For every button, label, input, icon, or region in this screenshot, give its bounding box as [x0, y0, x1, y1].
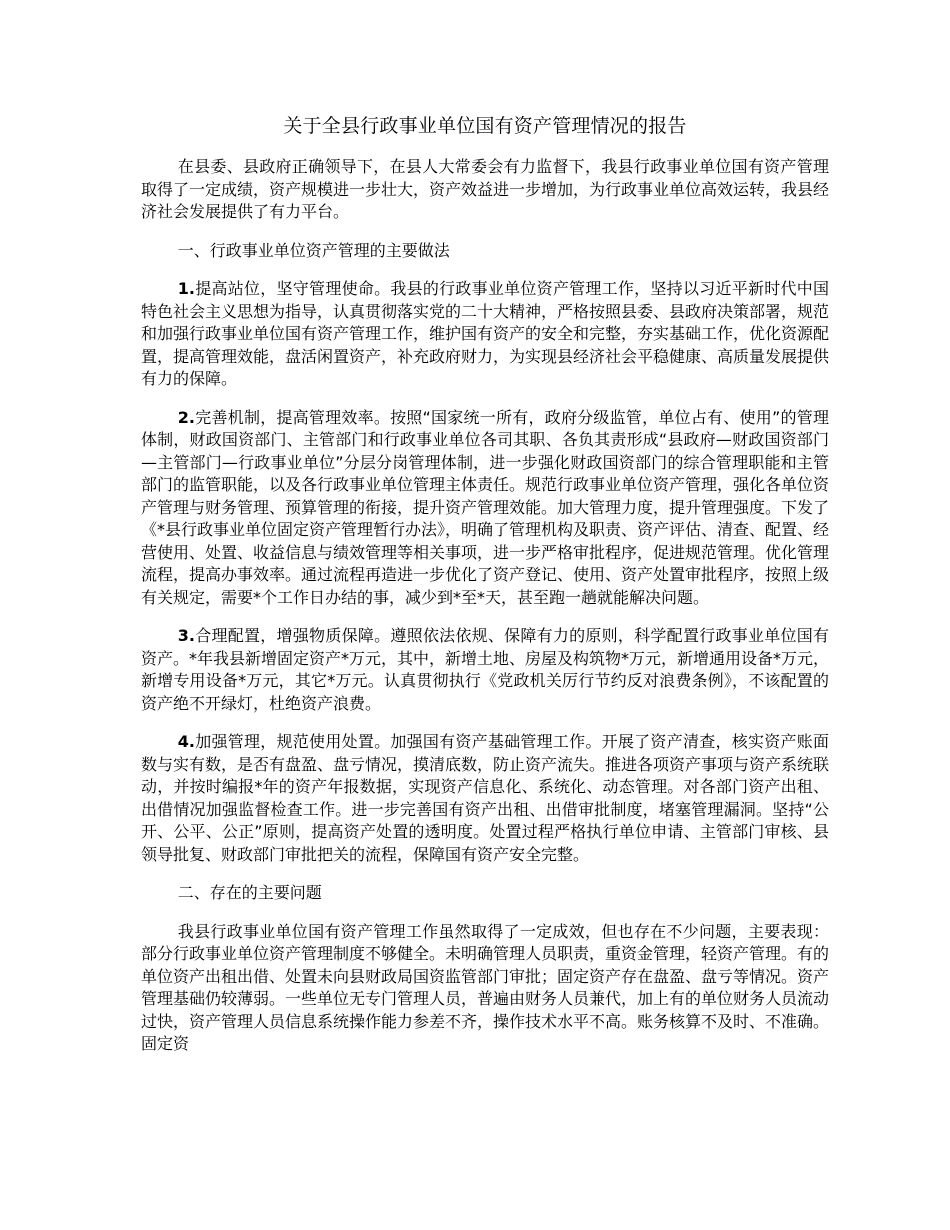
item-number: 3. [177, 626, 196, 645]
item-number: 2. [177, 407, 196, 427]
section-2-paragraph: 我县行政事业单位国有资产管理工作虽然取得了一定成效，但也存在不少问题，主要表现：部分行政事业单位资产管理制度不够健全。未明确管理人员职责，重资金管理，轻资产管理。有的单位资产出租出借、处置未向县财政局国资监管部门审批；固定资产存在盘盈、盘亏等情况。资产管理基础仍较薄弱。一些单位无专门管理人员，普遍由财务人员兼代，加上有的单位财务人员流动过快，资产管理人员信息系统操作能力参差不齐，操作技术水平不高。账务核算不及时、不准确。固定资 [141, 921, 830, 1053]
section-1-item-1 [141, 278, 829, 391]
item-text: 合理配置，增强物质保障。遵照依法依规、保障有力的原则，科学配置行政事业单位国有资产。*年我县新增固定资产*万元，其中，新增土地、房屋及构筑物*万元，新增通用设备*万元，新增专用设备*万元，其它*万元。认真贯彻执行《党政机关厉行节约反对浪费条例》，不该配置的资产绝不开绿灯，杜绝资产浪费。 [141, 626, 830, 713]
section-1-item-3 [141, 625, 829, 715]
item-text: 加强管理，规范使用处置。加强国有资产基础管理工作。开展了资产清查，核实资产账面数与实有数，是否有盘盈、盘亏情况，摸清底数，防止资产流失。推进各项资产事项与资产系统联动，并按时编报*年的资产年报数据，实现资产信息化、系统化、动态管理。对各部门资产出租、出借情况加强监督检查工作。进一步完善国有资产出租、出借审批制度，堵塞管理漏洞。坚持“公开、公平、公正”原则，提高资产处置的透明度。处置过程严格执行单位申请、主管部门审核、县领导批复、财政部门审批把关的流程，保障国有资产安全完整。 [141, 732, 830, 864]
item-text: 提高站位，坚守管理使命。我县的行政事业单位资产管理工作，坚持以习近平新时代中国特色社会主义思想为指导，认真贯彻落实党的二十大精神，严格按照县委、县政府决策部署，规范和加强行政事业单位国有资产管理工作，维护国有资产的安全和完整，夯实基础工作，优化资源配置，提高管理效能，盘活闲置资产，补充政府财力，为实现县经济社会平稳健康、高质量发展提供有力的保障。 [141, 279, 830, 388]
section-1-item-4 [141, 731, 829, 866]
section-1-heading: 一、行政事业单位资产管理的主要做法 [177, 240, 450, 260]
document-page [141, 112, 829, 1072]
item-number: 4. [177, 732, 196, 751]
section-2-heading: 二、存在的主要问题 [177, 883, 322, 902]
document-title: 关于全县行政事业单位国有资产管理情况的报告 [283, 115, 687, 137]
item-number: 1. [177, 279, 196, 298]
section-1-item-2 [141, 407, 829, 610]
intro-paragraph: 在县委、县政府正确领导下，在县人大常委会有力监督下，我县行政事业单位国有资产管理取得了一定成绩，资产规模进一步壮大，资产效益进一步增加，为行政事业单位高效运转，我县经济社会发展提供了有力平台。 [141, 157, 830, 221]
item-text: 完善机制，提高管理效率。按照“国家统一所有，政府分级监管，单位占有、使用”的管理体制，财政国资部门、主管部门和行政事业单位各司其职、各负其责形成“县政府—财政国资部门—主管部门—行政事业单位”分层分岗管理体制，进一步强化财政国资部门的综合管理职能和主管部门的监管职能，以及各行政事业单位管理主体责任。规范行政事业单位资产管理，强化各单位资产管理与财务管理、预算管理的衔接，提升资产管理效能。加大管理力度，提升管理强度。下发了《*县行政事业单位固定资产管理暂行办法》，明确了管理机构及职责、资产评估、清查、配置、经营使用、处置、收益信息与绩效管理等相关事项，进一步严格审批程序，促进规范管理。优化管理流程，提高办事效率。通过流程再造进一步优化了资产登记、使用、资产处置审批程序，按照上级有关规定，需要*个工作日办结的事，减少到*至*天，甚至跑一趟就能解决问题。 [141, 407, 830, 607]
